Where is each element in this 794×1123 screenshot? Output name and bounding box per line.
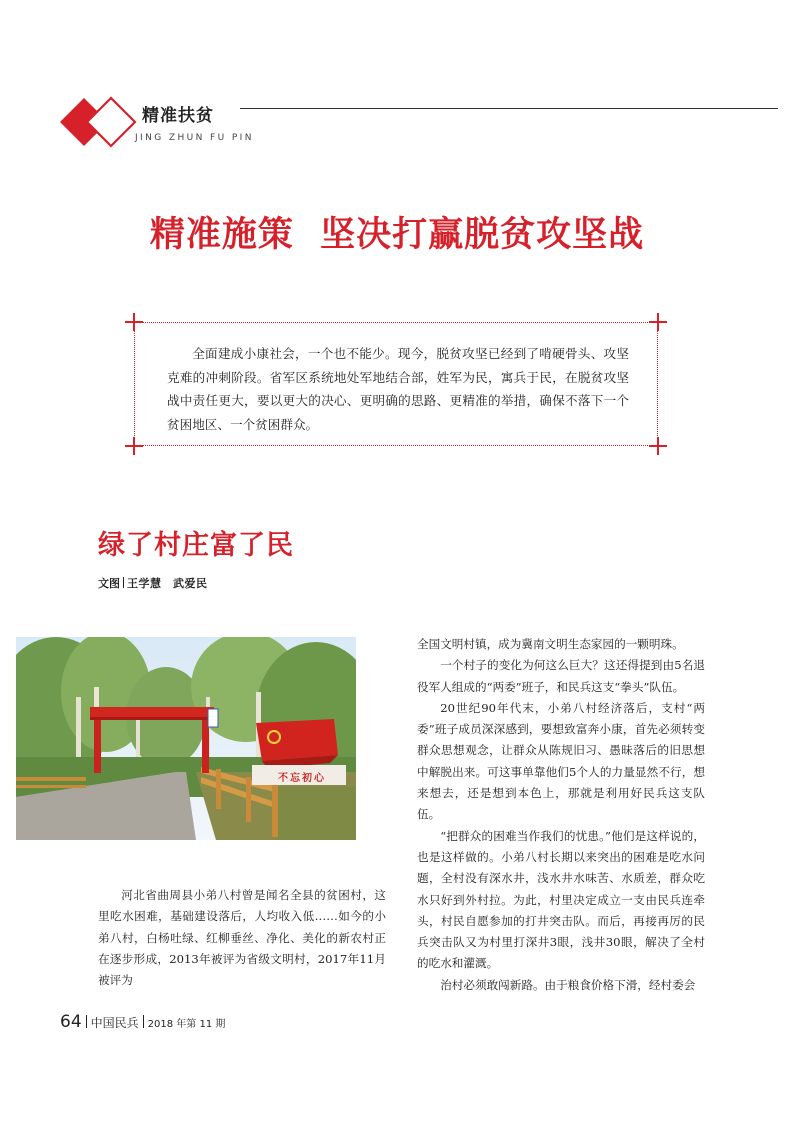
village-road-photo-illustration	[16, 637, 356, 840]
article-title: 绿了村庄富了民	[98, 530, 294, 561]
byline	[98, 575, 208, 591]
header-rule	[240, 108, 778, 109]
paragraph: 全国文明村镇，成为冀南文明生态家园的一颗明珠。	[417, 637, 684, 651]
article-photo	[16, 637, 356, 840]
paragraph: 一个村子的变化为何这么巨大？这还得提到由5名退役军人组成的“两委”班子，和民兵这支“拳头”队伍。	[417, 658, 705, 694]
footer-separator	[143, 1015, 144, 1028]
corner-plus-icon	[125, 437, 143, 455]
page-footer	[60, 1012, 225, 1032]
byline-label: 文图	[98, 577, 120, 590]
article-column-left	[98, 885, 386, 991]
section-pinyin: JING ZHUN FU PIN	[135, 133, 254, 143]
corner-plus-icon	[649, 437, 667, 455]
article-column-right	[417, 634, 705, 996]
byline-authors: 王学慧 武爱民	[127, 577, 208, 590]
paragraph: 20世纪90年代末，小弟八村经济落后，支村“两委”班子成员深深感到，要想致富奔小康，首先必须转变群众思想观念，让群众从陈规旧习、愚昧落后的旧思想中解脱出来。可这事单靠他们5个人的力量显然不行，想来想去，还是想到本色上，那就是利用好民兵这支队伍。	[417, 700, 705, 822]
abstract-text: 全面建成小康社会，一个也不能少。现今，脱贫攻坚已经到了啃硬骨头、攻坚克难的冲刺阶段。省军区系统地处军地结合部，姓军为民，寓兵于民，在脱贫攻坚战中责任更大，要以更大的决心、更明确的思路、更精准的举措，确保不落下一个贫困地区、一个贫困群众。	[167, 346, 629, 432]
byline-separator	[123, 577, 124, 588]
section-title: 精准扶贫	[142, 106, 214, 126]
section-logo-diamonds-icon	[56, 96, 140, 150]
paragraph: 河北省曲周县小弟八村曾是闻名全县的贫困村，这里吃水困难，基础建设落后，人均收入低……如今的小弟八村，白杨吐绿、红柳垂丝、净化、美化的新农村正在逐步形成，2013年被评为省级文明村，2017年11月被评为	[98, 888, 386, 988]
corner-plus-icon	[125, 313, 143, 331]
magazine-name: 中国民兵	[90, 1016, 139, 1030]
issue-label: 2018 年第 11 期	[147, 1019, 226, 1030]
footer-separator	[86, 1015, 87, 1028]
corner-plus-icon	[649, 313, 667, 331]
paragraph: 治村必须敢闯新路。由于粮食价格下滑，经村委会	[440, 977, 696, 992]
photo-sign-text: 不忘初心	[278, 773, 326, 784]
paragraph: “把群众的困难当作我们的忧患。”他们是这样说的，也是这样做的。小弟八村长期以来突出的困难是吃水问题，全村没有深水井，浅水井水味苦、水质差，群众吃水只好到外村拉。为此，村里决定成立一支由民兵连牵头，村民自愿参加的打井突击队。而后，再接再厉的民兵突击队又为村里打深井3眼，浅井30眼，解决了全村的吃水和灌溉。	[417, 828, 705, 971]
page-title: 精准施策 坚决打赢脱贫攻坚战	[149, 215, 645, 255]
page-number: 64	[60, 1012, 82, 1032]
